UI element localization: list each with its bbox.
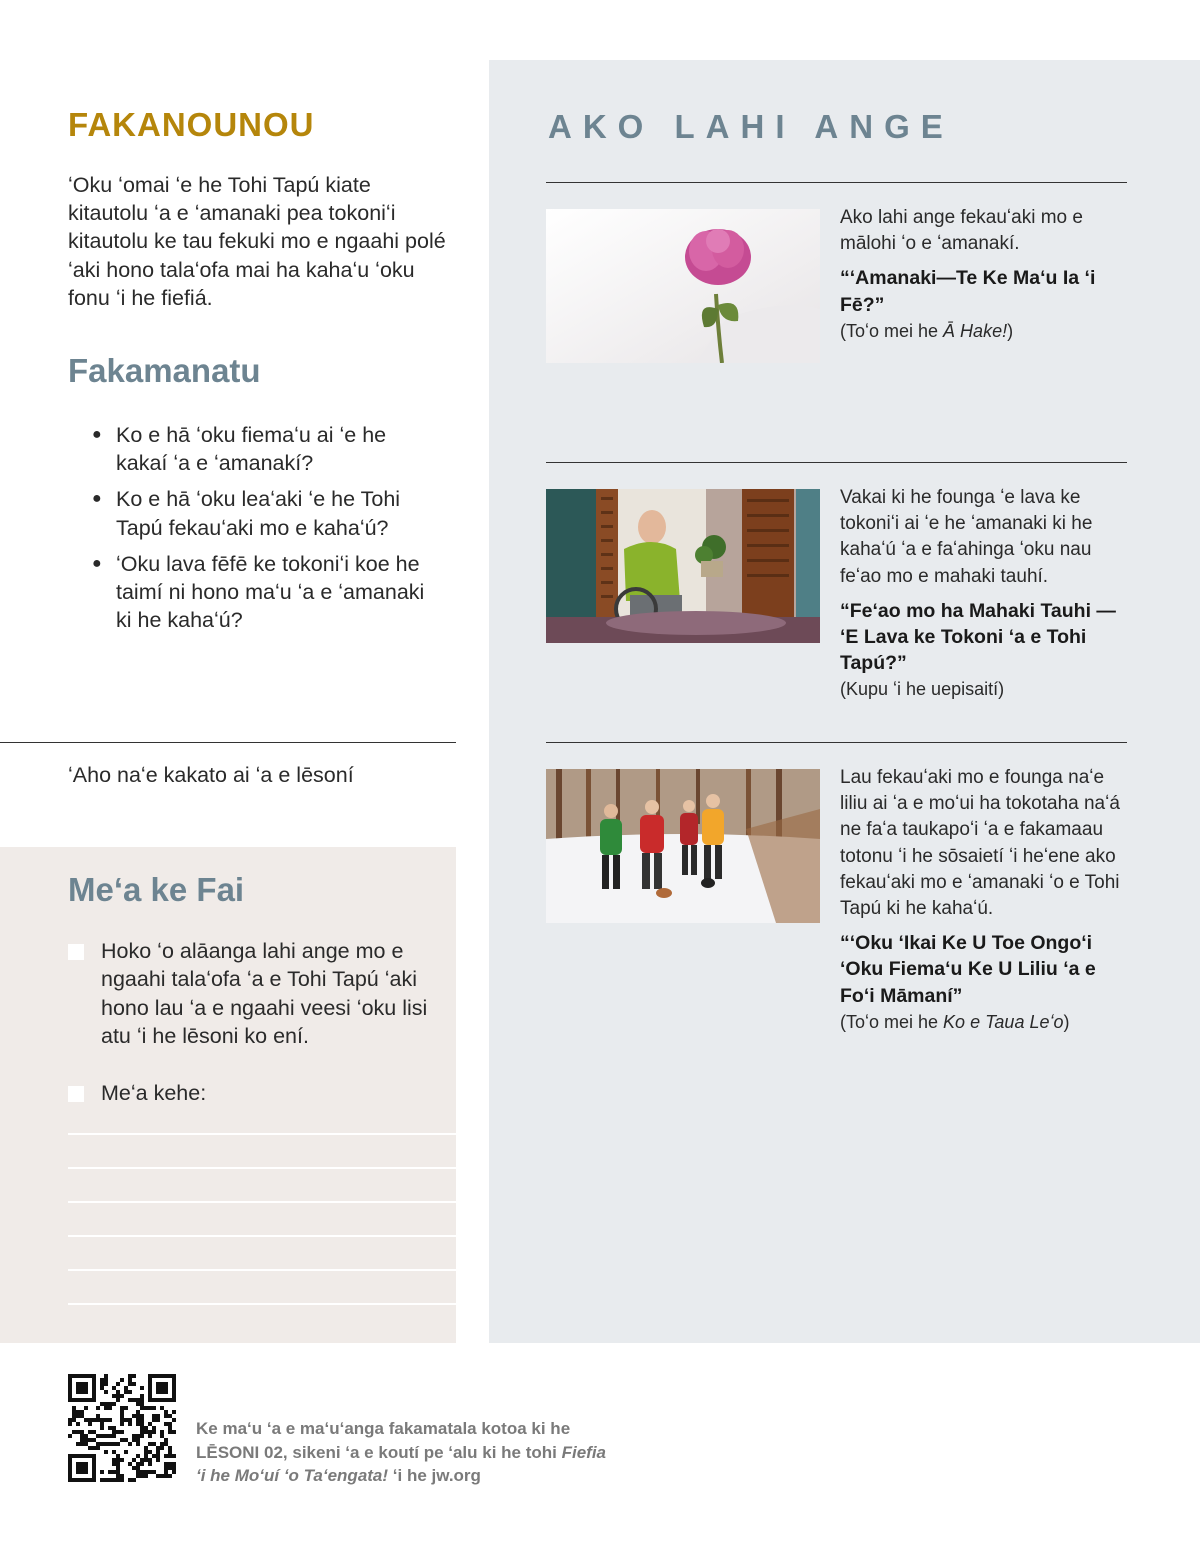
review-title: FAKANOUNOU [68,106,315,143]
review-summary: ʻOku ʻomai ʻe he Tohi Tapú kiate kitautolu ʻa e ʻamanaki pea tokoniʻi kitautolu ke tau fekuki mo e ngaahi polé ʻaki hono talaʻofa mai ha kahaʻu ʻoku fonu ʻi he fiefiá. [68,173,446,310]
bullet-icon: ● [92,490,102,508]
resource-title[interactable]: “Feʻao mo ha Mahaki Tauhi —ʻE Lava ke Tokoni ʻa e Tohi Tapú?” [840,599,1116,675]
resource-card [840,485,1130,702]
divider [546,742,1127,743]
write-line[interactable] [68,1133,456,1135]
snow-walk-image[interactable] [546,769,820,923]
resource-card [840,205,1130,344]
todo-item[interactable] [68,937,438,1057]
write-line[interactable] [68,1235,456,1237]
footer-note: Ke maʻu ʻa e maʻuʻanga fakamatala kotoa ki he LĒSONI 02, sikeni ʻa e koutí pe ʻalu ki he tohi Fiefia ʻi he Moʻuí ʻo Taʻengata! ʻi he jw.org [196,1419,607,1485]
recap-item [92,421,432,477]
divider [546,182,1127,183]
recap-item-text: Ko e hā ʻoku leaʻaki ʻe he Tohi Tapú fekauʻaki mo e kahaʻú? [116,487,401,540]
recap-item-text: ʻOku lava fēfē ke tokoniʻi koe he taimí ni hono maʻu ʻa e ʻamanaki ki he kahaʻú? [116,551,425,633]
wheelchair-man-image[interactable] [546,489,820,643]
resource-description: Vakai ki he founga ʻe lava ke tokoniʻi ai ʻe he ʻamanaki ki he kahaʻú ʻa e faʻahinga ʻoku nau feʻao mo e mahaki tauhí. [840,487,1093,587]
write-line[interactable] [68,1269,456,1271]
write-line[interactable] [68,1167,456,1169]
recap-list [92,421,432,642]
checkbox[interactable] [68,1086,84,1102]
resource-source: (Toʻo mei he Ā Hake!) [840,320,1014,341]
resource-description: Ako lahi ange fekauʻaki mo e mālohi ʻo e ʻamanakí. [840,207,1083,255]
resource-description: Lau fekauʻaki mo e founga naʻe liliu ai ʻa e moʻui ha tokotaha naʻá ne faʻa taukapoʻi ʻa e fakamaau totonu ʻi he sōsaietí ʻi heʻene ako fekauʻaki mo e ʻamanaki ʻo e Tohi Tapú ki he kahaʻú. [840,767,1120,920]
divider [0,742,456,743]
resource-source: (Kupu ʻi he uepisaití) [840,679,1005,700]
recap-item [92,550,432,635]
learn-more-title: AKO LAHI ANGE [548,108,954,145]
recap-item [92,485,432,541]
resource-source: (Toʻo mei he Ko e Taua Leʻo) [840,1011,1070,1032]
todo-item[interactable] [68,1079,438,1119]
todo-title: Meʻa ke Fai [68,871,245,908]
flower-image[interactable] [546,209,820,363]
recap-title: Fakamanatu [68,352,261,389]
divider [546,462,1127,463]
qr-code-icon[interactable] [68,1374,176,1482]
checkbox[interactable] [68,944,84,960]
resource-title[interactable]: “ʻAmanaki—Te Ke Maʻu Ia ʻi Fē?” [840,267,1096,316]
todo-item-text: Meʻa kehe: [101,1081,207,1105]
todo-panel [0,847,456,1343]
bullet-icon: ● [92,554,102,572]
resource-title[interactable]: “ʻOku ʻIkai Ke U Toe Ongoʻi ʻOku Fiemaʻu Ke U Liliu ʻa e Foʻi Māmaní” [840,932,1096,1007]
write-line[interactable] [68,1201,456,1203]
resource-card [840,765,1130,1035]
recap-item-text: Ko e hā ʻoku fiemaʻu ai ʻe he kakaí ʻa e ʻamanakí? [116,423,387,476]
write-line[interactable] [68,1303,456,1305]
lesson-completed-label: ʻAho naʻe kakato ai ʻa e lēsoní [68,763,354,787]
bullet-icon: ● [92,426,102,443]
todo-item-text: Hoko ʻo alāanga lahi ange mo e ngaahi talaʻofa ʻa e Tohi Tapú ʻaki hono lau ʻa e ngaahi veesi ʻoku lisi atu ʻi he lēsoni ko ení. [101,939,428,1049]
